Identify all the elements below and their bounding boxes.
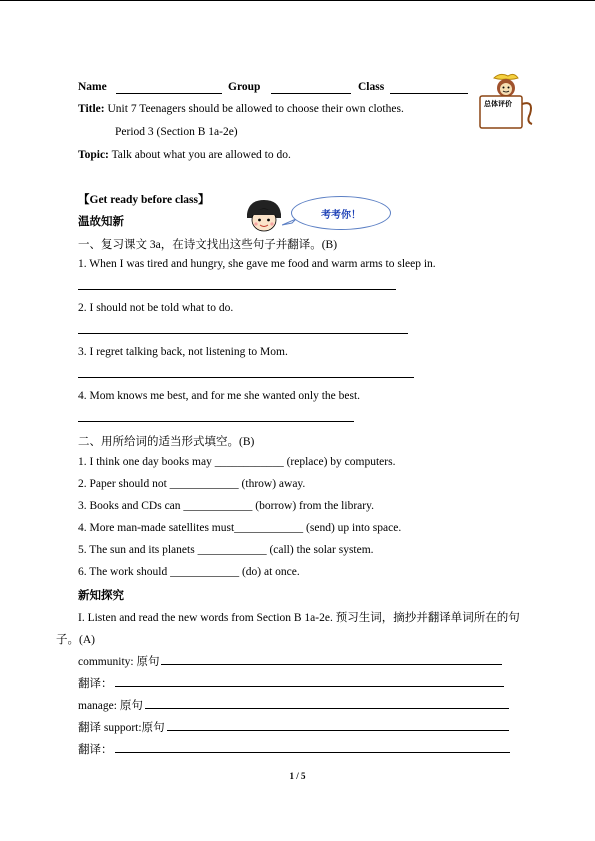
word-row-line[interactable] <box>161 653 502 665</box>
part2-instruction: 二、用所给词的适当形式填空。(B) <box>78 436 255 448</box>
cartoon-girl-icon <box>243 198 285 237</box>
fill-item-2: 2. Paper should not ____________ (throw) away. <box>78 478 306 490</box>
badge-label: 总体评价 <box>484 100 512 108</box>
section-heading-ready: 【Get ready before class】 <box>78 194 210 206</box>
title-text: Unit 7 Teenagers should be allowed to choose their own clothes. <box>107 103 404 115</box>
topic-row <box>78 149 291 161</box>
word-row-label: community: 原句 <box>78 656 160 668</box>
answer-line-2[interactable] <box>78 333 408 334</box>
sentence-4: 4. Mom knows me best, and for me she wanted only the best. <box>78 390 361 402</box>
word-row-line[interactable] <box>115 675 505 687</box>
new-instruction-line2: 子。(A) <box>56 634 95 646</box>
topic-text: Talk about what you are allowed to do. <box>111 149 291 161</box>
answer-line-1[interactable] <box>78 289 396 290</box>
fill-item-3: 3. Books and CDs can ____________ (borrow) from the library. <box>78 500 374 512</box>
sentence-1: 1. When I was tired and hungry, she gave me food and warm arms to sleep in. <box>78 258 436 270</box>
review-heading: 温故知新 <box>78 216 124 228</box>
title-label: Title: <box>78 103 105 115</box>
name-field[interactable] <box>116 93 222 94</box>
group-field[interactable] <box>271 93 351 94</box>
sentence-2: 2. I should not be told what to do. <box>78 302 234 314</box>
fill-item-5: 5. The sun and its planets ____________ (call) the solar system. <box>78 544 374 556</box>
bubble-tail-icon <box>282 218 296 230</box>
word-row-line[interactable] <box>167 719 509 731</box>
section-heading-new: 新知探究 <box>78 590 124 602</box>
bubble-text: 考考你！ <box>321 210 361 221</box>
name-label: Name <box>78 81 107 93</box>
speech-bubble <box>291 196 391 230</box>
word-row-label: 翻译： <box>78 744 113 756</box>
group-label: Group <box>228 81 261 93</box>
sentence-3: 3. I regret talking back, not listening to Mom. <box>78 346 288 358</box>
word-row-support <box>78 719 509 735</box>
answer-line-4[interactable] <box>78 421 354 422</box>
word-row-label: manage: 原句 <box>78 700 143 712</box>
fill-item-4: 4. More man-made satellites must____________ (send) up into space. <box>78 522 402 534</box>
word-row-line[interactable] <box>115 741 511 753</box>
page-number: 1 / 5 <box>289 771 306 781</box>
class-label: Class <box>358 81 385 93</box>
class-field[interactable] <box>390 93 468 94</box>
word-row-translation-1 <box>78 675 504 691</box>
part1-instruction: 一、复习课文 3a，在诗文找出这些句子并翻译。(B) <box>78 239 338 251</box>
fill-item-6: 6. The work should ____________ (do) at once. <box>78 566 300 578</box>
period-text: Period 3 (Section B 1a-2e) <box>115 126 238 138</box>
word-row-label: 翻译： <box>78 678 113 690</box>
word-row-manage <box>78 697 509 713</box>
page-top-border <box>0 0 595 1</box>
word-row-community <box>78 653 502 669</box>
word-row-line[interactable] <box>145 697 509 709</box>
fill-item-1: 1. I think one day books may ____________ (replace) by computers. <box>78 456 396 468</box>
topic-label: Topic: <box>78 149 109 161</box>
new-instruction-line1: I. Listen and read the new words from Section B 1a-2e. 预习生词，摘抄并翻译单词所在的句 <box>78 612 520 624</box>
word-row-label: 翻译 support:原句 <box>78 722 165 734</box>
word-row-translation-2 <box>78 741 510 757</box>
title-row <box>78 103 404 115</box>
answer-line-3[interactable] <box>78 377 414 378</box>
